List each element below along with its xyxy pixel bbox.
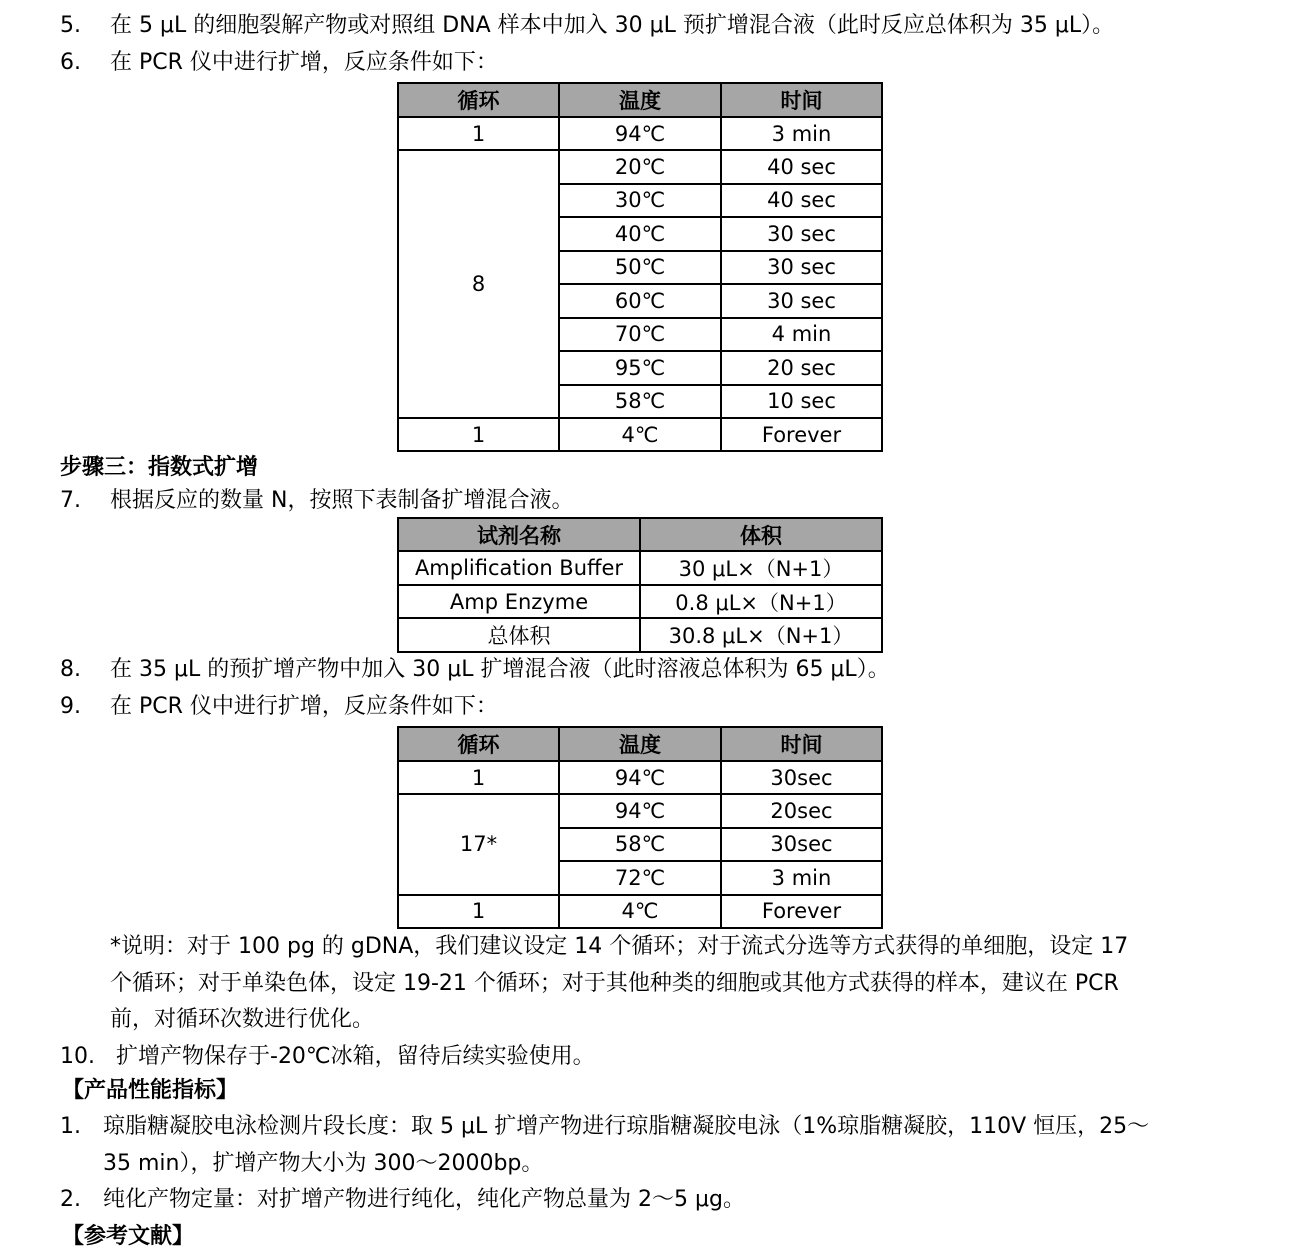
section-title-step-3: 步骤三：指数式扩增	[60, 455, 259, 480]
step-number: 9.	[60, 694, 81, 719]
cell-cycle: 1	[398, 117, 559, 150]
cell-cycle: 1	[398, 761, 559, 794]
note-line: *说明：对于 100 pg 的 gDNA，我们建议设定 14 个循环；对于流式分选等方式获得的单细胞，设定 17	[110, 934, 1129, 959]
item-number: 1.	[60, 1114, 81, 1139]
step-number: 8.	[60, 657, 81, 682]
cell-volume: 30 μL×（N+1）	[640, 551, 882, 585]
cell-temp: 94℃	[559, 794, 721, 828]
pcr-conditions-table-1	[397, 82, 883, 452]
cell-temp: 4℃	[559, 418, 721, 451]
header-reagent: 试剂名称	[398, 518, 640, 551]
cell-cycle: 17*	[398, 794, 559, 895]
cell-volume: 0.8 μL×（N+1）	[640, 585, 882, 618]
item-text: 35 min），扩增产物大小为 300～2000bp。	[103, 1151, 544, 1176]
header-time: 时间	[721, 83, 882, 117]
cell-time: 4 min	[721, 318, 882, 352]
table-row	[398, 794, 882, 828]
step-number: 6.	[60, 50, 81, 75]
pcr-conditions-table-2	[397, 726, 883, 929]
step-text: 在 5 μL 的细胞裂解产物或对照组 DNA 样本中加入 30 μL 预扩增混合液（此时反应总体积为 35 μL）。	[110, 13, 1115, 38]
section-title-references: 【参考文献】	[62, 1224, 195, 1249]
cell-temp: 72℃	[559, 861, 721, 895]
table-row	[398, 895, 882, 928]
cell-reagent: Amplification Buffer	[398, 551, 640, 585]
cell-cycle: 1	[398, 895, 559, 928]
cell-time: 30 sec	[721, 217, 882, 251]
cell-temp: 58℃	[559, 828, 721, 862]
cell-time: 3 min	[721, 861, 882, 895]
header-temp: 温度	[559, 83, 721, 117]
item-text: 纯化产物定量：对扩增产物进行纯化，纯化产物总量为 2～5 μg。	[103, 1187, 745, 1212]
step-number: 10.	[60, 1044, 95, 1069]
cell-time: Forever	[721, 418, 882, 451]
cell-temp: 50℃	[559, 251, 721, 285]
cell-time: Forever	[721, 895, 882, 928]
reagent-table	[397, 517, 883, 653]
step-text: 根据反应的数量 N，按照下表制备扩增混合液。	[110, 488, 574, 513]
cell-temp: 30℃	[559, 184, 721, 218]
cell-reagent: 总体积	[398, 618, 640, 652]
table-row	[398, 150, 882, 184]
cell-temp: 70℃	[559, 318, 721, 352]
item-number: 2.	[60, 1187, 81, 1212]
cell-time: 30sec	[721, 761, 882, 794]
table-row	[398, 585, 882, 618]
step-text: 扩增产物保存于-20℃冰箱，留待后续实验使用。	[116, 1044, 595, 1069]
cell-temp: 40℃	[559, 217, 721, 251]
cell-time: 20sec	[721, 794, 882, 828]
header-cycle: 循环	[398, 727, 559, 761]
section-title-performance: 【产品性能指标】	[62, 1078, 239, 1103]
step-number: 7.	[60, 488, 81, 513]
table-row	[398, 117, 882, 150]
header-volume: 体积	[640, 518, 882, 551]
cell-time: 30 sec	[721, 284, 882, 318]
cell-reagent: Amp Enzyme	[398, 585, 640, 618]
cell-temp: 20℃	[559, 150, 721, 184]
table-row	[398, 551, 882, 585]
cell-cycle: 8	[398, 150, 559, 418]
note-line: 个循环；对于单染色体，设定 19-21 个循环；对于其他种类的细胞或其他方式获得的样本，建议在 PCR	[110, 971, 1119, 996]
cell-temp: 94℃	[559, 117, 721, 150]
step-text: 在 PCR 仪中进行扩增，反应条件如下：	[110, 694, 498, 719]
cell-volume: 30.8 μL×（N+1）	[640, 618, 882, 652]
step-text: 在 35 μL 的预扩增产物中加入 30 μL 扩增混合液（此时溶液总体积为 65 μL）。	[110, 657, 890, 682]
item-text: 琼脂糖凝胶电泳检测片段长度：取 5 μL 扩增产物进行琼脂糖凝胶电泳（1%琼脂糖凝胶，110V 恒压，25～	[103, 1114, 1150, 1139]
cell-temp: 4℃	[559, 895, 721, 928]
cell-temp: 58℃	[559, 385, 721, 419]
table-row	[398, 761, 882, 794]
table-row	[398, 618, 882, 652]
cell-time: 20 sec	[721, 351, 882, 385]
header-time: 时间	[721, 727, 882, 761]
header-temp: 温度	[559, 727, 721, 761]
cell-cycle: 1	[398, 418, 559, 451]
cell-temp: 95℃	[559, 351, 721, 385]
step-text: 在 PCR 仪中进行扩增，反应条件如下：	[110, 50, 498, 75]
step-number: 5.	[60, 13, 81, 38]
cell-time: 30 sec	[721, 251, 882, 285]
table-row	[398, 418, 882, 451]
cell-temp: 94℃	[559, 761, 721, 794]
header-cycle: 循环	[398, 83, 559, 117]
cell-time: 40 sec	[721, 150, 882, 184]
cell-time: 3 min	[721, 117, 882, 150]
cell-temp: 60℃	[559, 284, 721, 318]
cell-time: 40 sec	[721, 184, 882, 218]
cell-time: 30sec	[721, 828, 882, 862]
note-line: 前，对循环次数进行优化。	[110, 1007, 375, 1032]
cell-time: 10 sec	[721, 385, 882, 419]
